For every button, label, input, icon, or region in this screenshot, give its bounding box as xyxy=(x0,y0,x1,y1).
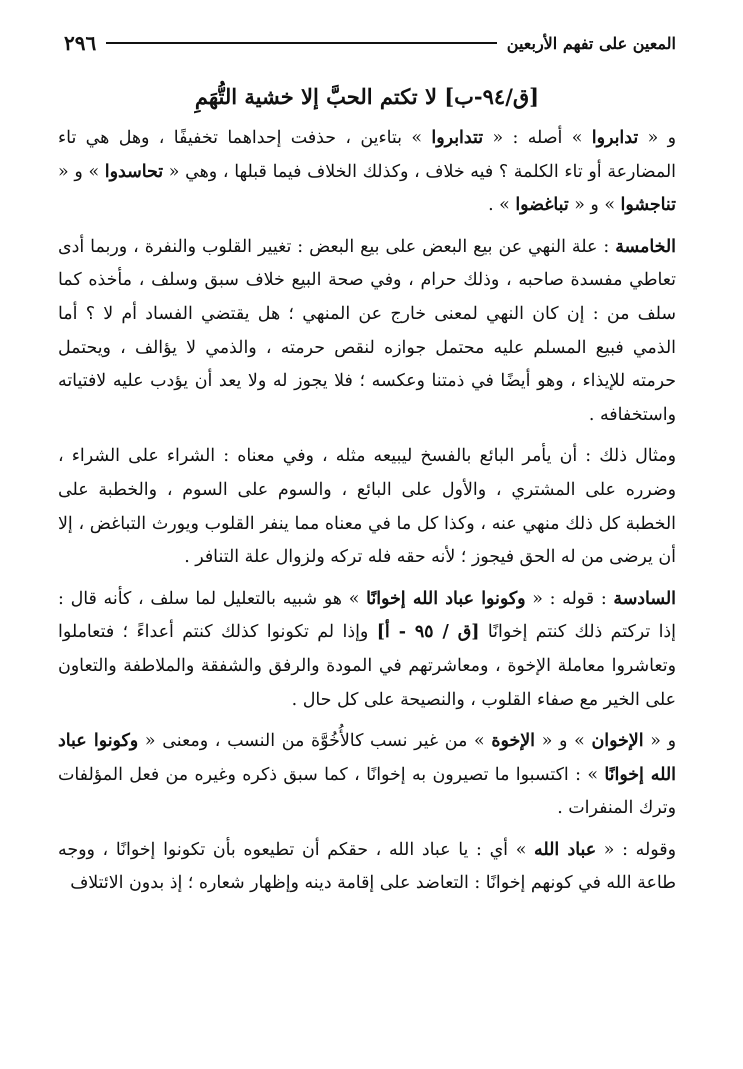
bold-term: وكونوا عباد الله إخوانًا xyxy=(58,731,676,785)
text-run: » هو شبيه بالتعليل لما سلف ، كأنه قال : إذا تركتم ذلك كنتم إخوانًا xyxy=(58,588,677,643)
text-run: » . xyxy=(488,195,516,216)
section-heading: [ق/٩٤-ب] لا تكتم الحبَّ إلا خشية التُّهَمِ xyxy=(194,84,540,109)
bold-term: تحاسدوا xyxy=(104,161,164,182)
text-run: » : اكتسبوا ما تصيرون به إخوانًا ، كما سبق ذكره وغيره من فعل المؤلفات وترك المنفرات . xyxy=(58,764,676,819)
paragraph-lead: السادسة xyxy=(613,588,676,609)
page-number: ٢٩٦ xyxy=(64,31,97,55)
bold-term: تباغضوا xyxy=(515,195,569,216)
text-run: » بتاءين ، حذفت إحداهما تخفيفًا ، وهل هي تاء المضارعة أو تاء الكلمة ؟ فيه خلاف ، وكذلك الخلاف فيما قبلها ، وهي « xyxy=(58,128,677,182)
bold-term: وكونوا عباد الله إخوانًا xyxy=(366,588,526,609)
manuscript-reference: [ق / ٩٥ - أ] xyxy=(376,622,480,643)
text-run: : قوله : « xyxy=(525,588,614,609)
text-run: » من غير نسب كالأُخُوَّة من النسب ، ومعنى « xyxy=(138,731,492,752)
paragraph-lead: الخامسة xyxy=(615,236,676,257)
text-run: » و « xyxy=(58,161,105,182)
paragraph-2 xyxy=(58,231,676,433)
text-run: و « xyxy=(643,731,676,752)
text-run: » أصله : « xyxy=(483,128,592,148)
bold-term: عباد الله xyxy=(534,839,597,860)
header-rule xyxy=(106,42,497,44)
running-title: المعين على تفهم الأربعين xyxy=(506,33,676,53)
text-run: وإذا لم تكونوا كذلك كنتم أعداءً ؛ فتعاملوا وتعاشروا معاملة الإخوة ، ومعاشرتهم في المودة والرفق والشفقة والملاطفة والتعاون على الخير مع صفاء القلوب ، والنصيحة على كل حال . xyxy=(58,622,676,710)
book-page xyxy=(58,28,676,1048)
paragraph-6 xyxy=(58,834,676,901)
text-run: » و « xyxy=(568,195,621,216)
bold-term: الإخوان xyxy=(591,731,644,752)
paragraph-4 xyxy=(58,583,676,717)
text-run: وقوله : « xyxy=(596,839,676,860)
paragraph-5 xyxy=(58,725,676,826)
paragraph-3 xyxy=(58,440,676,574)
text-run: ومثال ذلك : أن يأمر البائع بالفسخ ليبيعه مثله ، وفي معناه : الشراء على الشراء ، وضرره على المشتري ، والأول على البائع ، والسوم على السوم ، والخطبة على الخطبة كل ذلك منهي عنه ، وكذا كل ما في معناه مما ينفر القلوب ويورث التباغض ، إلا أن يرضى من له الحق فيجوز ؛ لأنه حقه فله تركه ولزوال علة التنافر . xyxy=(58,446,676,568)
running-header xyxy=(58,28,676,58)
text-run: » و « xyxy=(535,731,592,752)
text-run: و « xyxy=(638,128,676,148)
text-run: » أي : يا عباد الله ، حقكم أن تطيعوه بأن تكونوا إخوانًا ، ووجه طاعة الله في كونهم إخوانًا : التعاضد على إقامة دينه وإظهار شعاره ؛ إذ بدون الائتلاف xyxy=(58,839,676,894)
bold-term: تناجشوا xyxy=(620,195,676,216)
bold-term: تدابروا xyxy=(591,128,639,148)
paragraph-1 xyxy=(58,122,676,223)
bold-term: تتدابروا xyxy=(431,128,484,148)
text-run: : علة النهي عن بيع البعض على بيع البعض : تغيير القلوب والنفرة ، وربما أدى تعاطي مفسدة صاحبه ، وذلك حرام ، وفي صحة البيع خلاف سبق وسلف ، مأخذه كما سلف من : إن كان النهي لمعنى خارج عن المنهي ؛ هل يقتضي الفساد أم لا ؟ أما الذمي فبيع المسلم عليه محتمل جوازه لنقص حرمته ، والذمي لا يؤالف ، ويحتمل حرمته للإيذاء ، وهو أيضًا في ذمتنا وعكسه ؛ فلا يجوز له ولا يعد أن يؤدب عليه لافتياته واستخفافه . xyxy=(58,236,676,425)
bold-term: الإخوة xyxy=(491,731,535,752)
